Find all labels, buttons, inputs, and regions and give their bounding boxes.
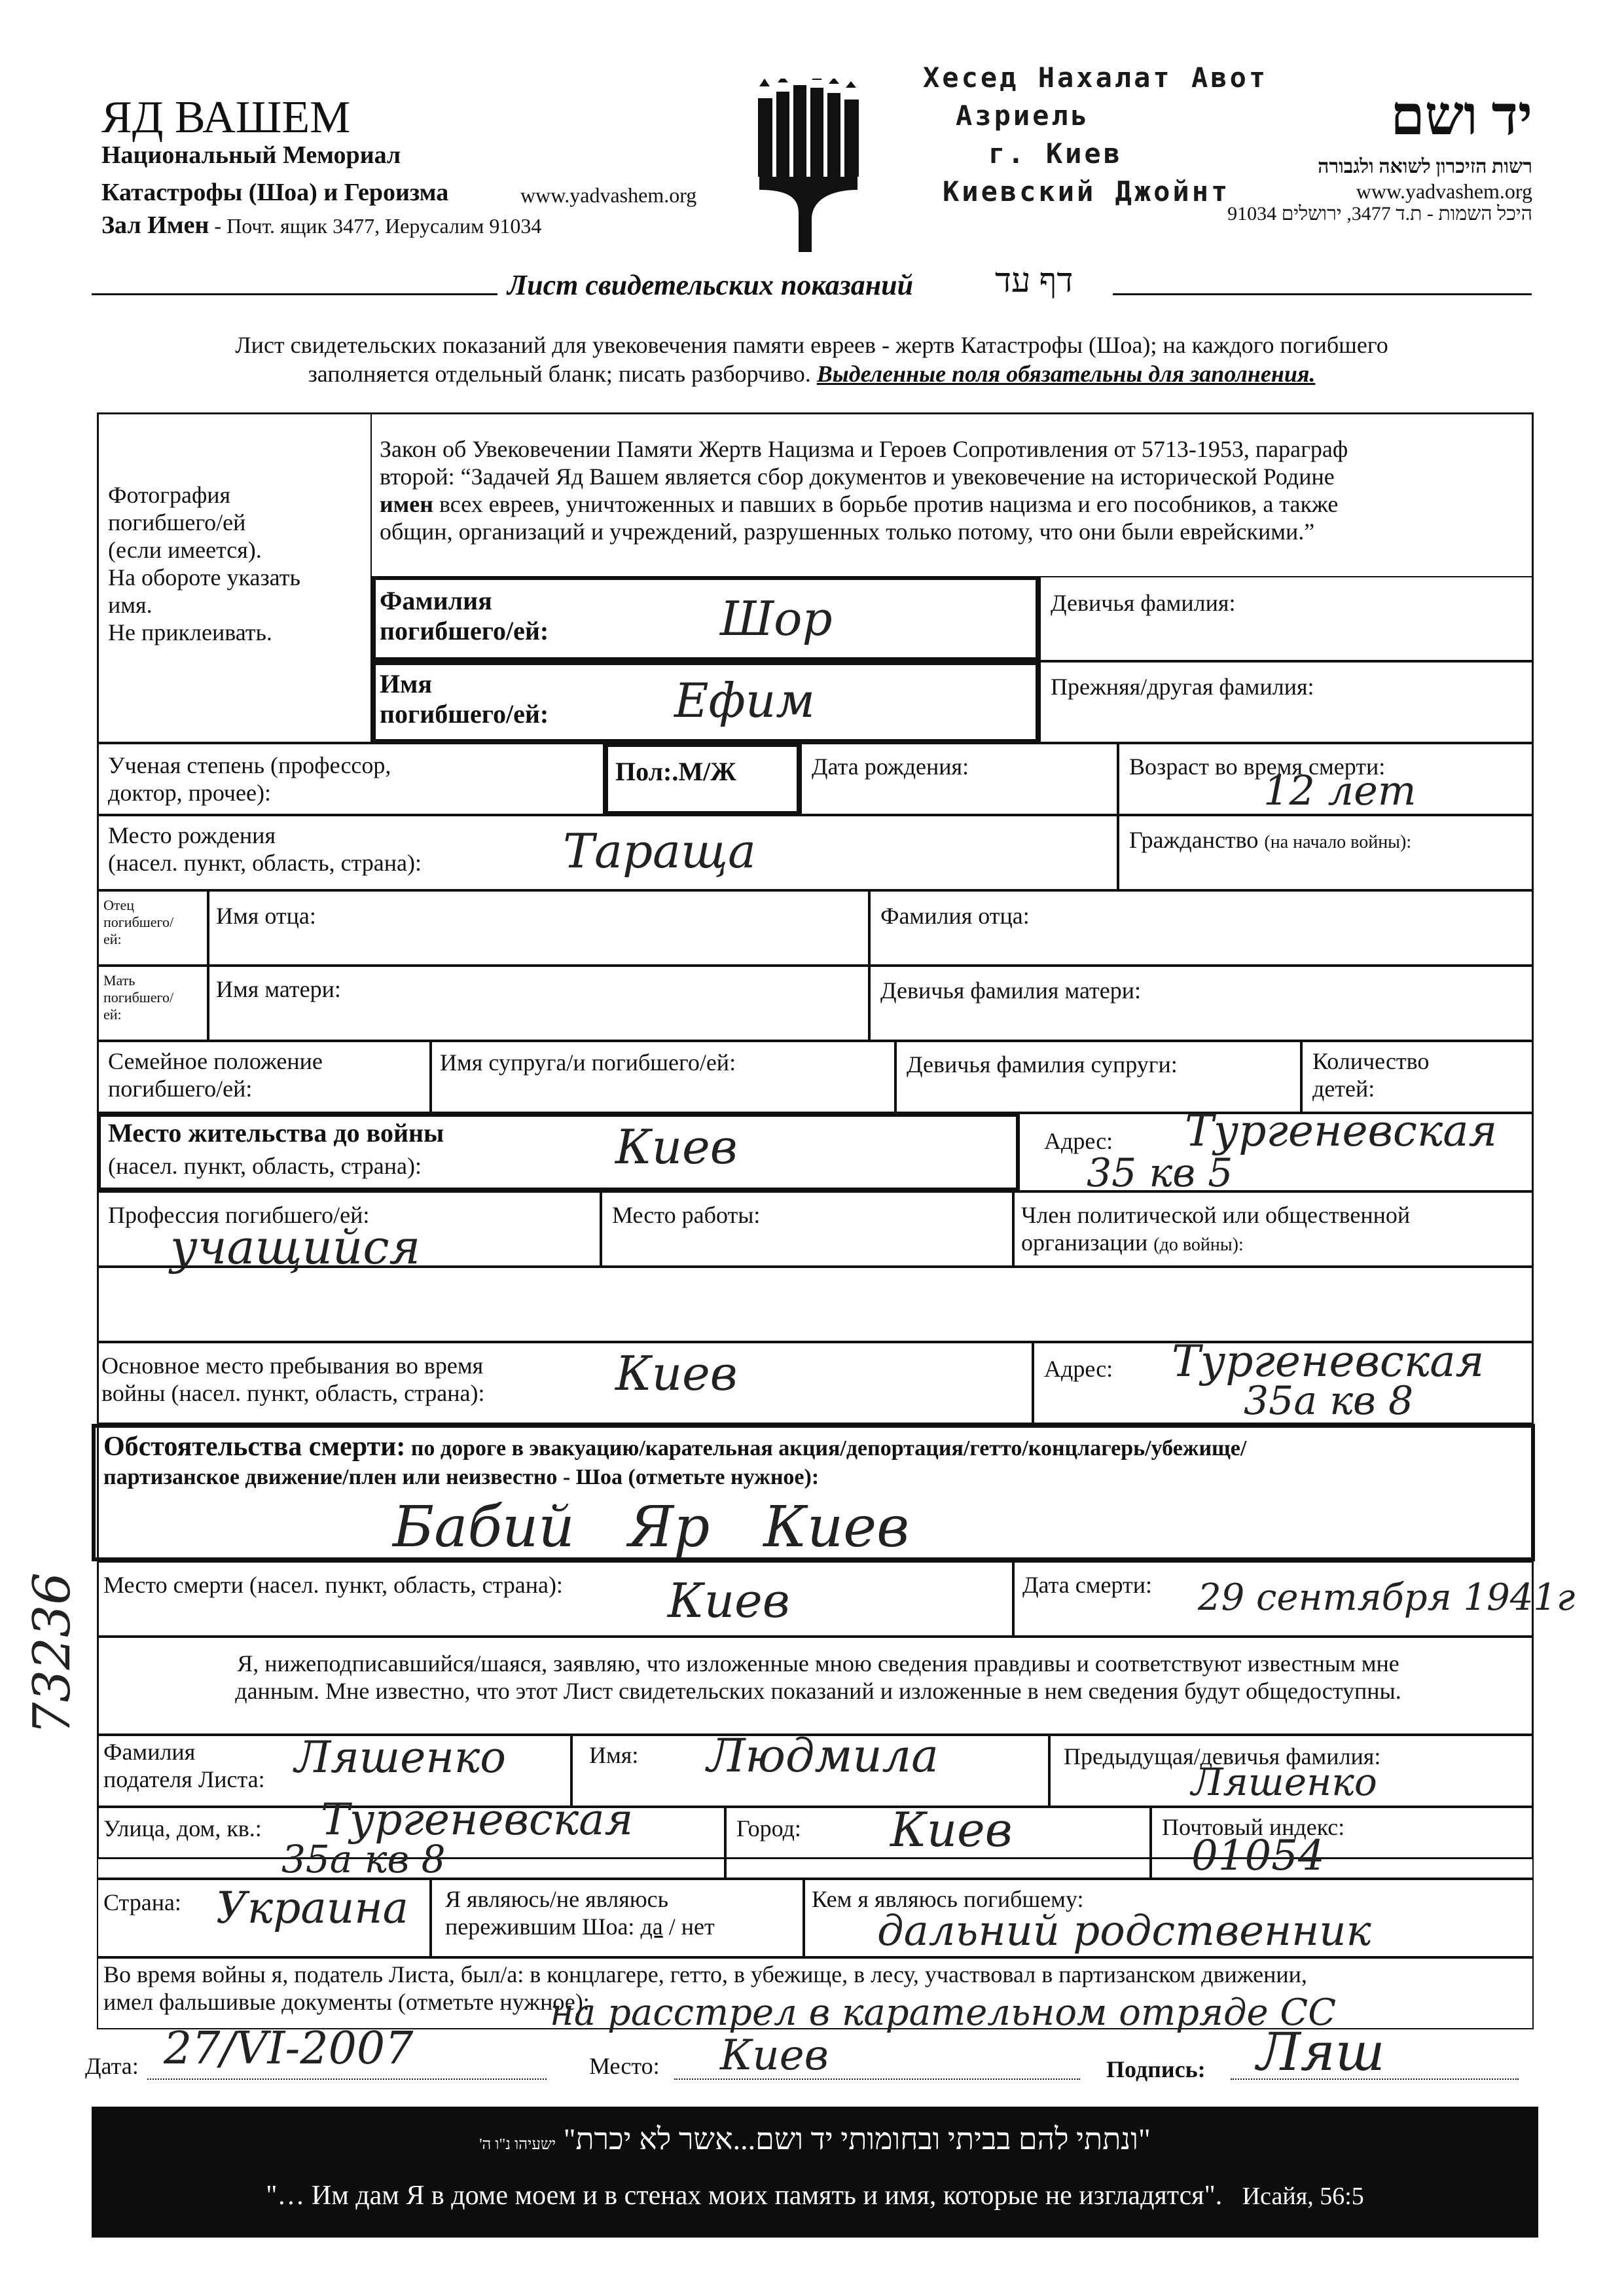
- membership-label-1: Член политической или общественной: [1021, 1202, 1411, 1228]
- law-line-3-text: всех евреев, уничтоженных и павших в борьбе против нацизма и его пособников, а также: [439, 491, 1339, 517]
- survivor-label: [445, 1885, 715, 1940]
- quote-he-ref: ישעיהו נ"ו ה': [479, 2136, 556, 2153]
- org-name-he: יד ושם: [1390, 86, 1532, 147]
- wartime-address-label: Адрес:: [1044, 1356, 1113, 1382]
- footer-date-line: [147, 2078, 547, 2080]
- hall-of-names: Зал Имен: [101, 211, 209, 239]
- profession-label: Профессия погибшего/ей:: [108, 1202, 370, 1228]
- form-title-he: דף עד: [995, 263, 1074, 300]
- declaration-text: [108, 1650, 1528, 1705]
- mother-side-3: ей:: [103, 1006, 122, 1023]
- marital-label-2: погибшего/ей:: [108, 1076, 253, 1102]
- submitter-wartime-value: на расстрел в карательном отряде СС: [550, 1991, 1337, 2034]
- victim-surname: Шор: [720, 591, 833, 646]
- membership-label: [1021, 1201, 1410, 1256]
- death-date-value: 29 сентября 1941г: [1198, 1576, 1576, 1619]
- wartime-label-1: Основное место пребывания во время: [101, 1352, 484, 1379]
- profession-value: учащийся: [170, 1220, 421, 1275]
- children-label: [1312, 1047, 1429, 1102]
- children-label-2: детей:: [1312, 1076, 1375, 1102]
- father-side-3: ей:: [103, 931, 122, 947]
- stamp: [916, 59, 1283, 211]
- residence-label: Место жительства до войны: [108, 1118, 444, 1148]
- survivor-label-2: [445, 1913, 715, 1940]
- victim-name-label-1: Имя: [380, 669, 432, 698]
- residence-address-2: 35 кв 5: [1087, 1150, 1233, 1196]
- law-line-3: [380, 490, 1525, 518]
- death-options-2: партизанское движение/плен или неизвестно - Шоа (отметьте нужное):: [103, 1465, 820, 1489]
- law-line-1: Закон об Увековечении Памяти Жертв Нацизма и Героев Сопротивления от 5713-1953, параграф: [380, 436, 1348, 462]
- citizenship-label: [1129, 826, 1411, 854]
- law-bold-word: имен: [380, 491, 433, 517]
- degree-label: [108, 752, 391, 807]
- victim-maiden-label: Девичья фамилия:: [1051, 590, 1236, 616]
- wartime-place-label: [101, 1352, 485, 1407]
- residence-sub: (насел. пункт, область, страна):: [108, 1153, 422, 1179]
- victim-name: Ефим: [674, 673, 815, 728]
- law-line-2: второй: “Задачей Яд Вашем является сбор документов и увековечение на исторической Родине: [380, 463, 1335, 490]
- victim-name-label-2: погибшего/ей:: [380, 699, 549, 729]
- photo-line-3: (если имеется).: [108, 537, 262, 563]
- city-value: Киев: [890, 1802, 1013, 1857]
- death-date-label: Дата смерти:: [1022, 1572, 1153, 1598]
- wartime-address-1: Тургеневская: [1172, 1336, 1485, 1387]
- submitter-surname-label-1: Фамилия: [103, 1739, 196, 1765]
- father-side-2: погибшего/: [103, 914, 174, 930]
- header: [0, 0, 1624, 275]
- mother-side-2: погибшего/: [103, 989, 174, 1006]
- father-surname-label: Фамилия отца:: [880, 903, 1030, 929]
- hall-line: [101, 211, 541, 240]
- quote-he: "ונתתי להם בביתי ובחומותי יד ושם...אשר לא יכרת": [563, 2122, 1151, 2156]
- form-title: Лист свидетельских показаний: [507, 269, 914, 301]
- marital-label: [108, 1047, 323, 1102]
- photo-line-5: имя.: [108, 592, 153, 618]
- submitter-name-label: Имя:: [589, 1742, 639, 1768]
- death-options-1: по дороге в эвакуацию/карательная акция/депортация/гетто/концлагерь/убежище/: [405, 1436, 1247, 1460]
- victim-surname-label-2: погибшего/ей:: [380, 616, 549, 645]
- street-value-1: Тургеневская: [321, 1794, 634, 1845]
- law-line-4: общин, организаций и учреждений, разрушенных только потому, что они были еврейскими.”: [380, 518, 1315, 545]
- victim-surname-label: [380, 586, 549, 646]
- intro-plain: заполняется отдельный бланк; писать разборчиво.: [308, 361, 811, 387]
- survivor-label-2-text: пережившим Шоа:: [445, 1914, 635, 1940]
- death-circumstances-value: Бабий Яр Киев: [393, 1495, 910, 1560]
- submitter-name: Людмила: [707, 1729, 939, 1783]
- degree-label-1: Ученая степень (профессор,: [108, 752, 391, 778]
- submitter-surname-label: [103, 1738, 265, 1793]
- intro-line-2: [92, 359, 1532, 388]
- blank-row: [97, 1267, 1534, 1342]
- title-rule-left: [92, 293, 497, 295]
- marital-label-1: Семейное положение: [108, 1048, 323, 1074]
- age-label: Возраст во время смерти:: [1129, 753, 1386, 780]
- citizenship-note: (на начало войны):: [1264, 832, 1412, 852]
- survivor-label-1: Я являюсь/не являюсь: [445, 1886, 669, 1912]
- mother-maiden-label: Девичья фамилия матери:: [880, 977, 1142, 1004]
- quote-ru: "… Им дам Я в доме моем и в стенах моих память и имя, которые не изгладятся".: [266, 2181, 1223, 2211]
- intro-line-1: Лист свидетельских показаний для увековечения памяти евреев - жертв Катастрофы (Шоа); на каждого погибшего: [235, 332, 1388, 358]
- victim-name-label: [380, 669, 549, 729]
- submitter-surname: Ляшенко: [295, 1732, 506, 1783]
- dob-label: Дата рождения:: [812, 753, 969, 780]
- photo-line-4: На обороте указать: [108, 564, 300, 590]
- wartime-place-value: Киев: [615, 1346, 738, 1401]
- quote-ru-line: [92, 2179, 1538, 2213]
- footer-sign-label: Подпись:: [1106, 2056, 1206, 2082]
- membership-label-2: [1021, 1229, 1410, 1256]
- submitter-prev-label: Предыдущая/девичья фамилия:: [1064, 1743, 1381, 1769]
- org-line2: Национальный Мемориал: [101, 141, 401, 169]
- submitter-wartime-line-1: Во время войны я, податель Листа, был/а: в концлагере, гетто, в убежище, в лесу, участвовал в партизанском движении,: [103, 1961, 1307, 1987]
- org-name-ru: ЯД ВАШЕМ: [101, 92, 351, 143]
- spouse-name-label: Имя супруга/и погибшего/ей:: [440, 1049, 736, 1076]
- quote-banner: [92, 2107, 1538, 2238]
- zip-value: 01054: [1191, 1832, 1325, 1880]
- stamp-line-1: Хесед Нахалат Авот: [923, 62, 1269, 94]
- declaration-line-1: Я, нижеподписавшийся/шаяся, заявляю, что изложенные мною сведения правдивы и соответствуют известным мне: [237, 1650, 1399, 1677]
- footer-signature: Ляш: [1257, 2022, 1385, 2082]
- yad-vashem-logo: [753, 79, 864, 255]
- wartime-address-2: 35а кв 8: [1244, 1378, 1414, 1424]
- photo-line-2: погибшего/ей: [108, 509, 246, 535]
- street-label: Улица, дом, кв.:: [103, 1815, 262, 1842]
- city-label: Город:: [736, 1815, 801, 1842]
- footer-place: Киев: [720, 2031, 829, 2080]
- survivor-yes[interactable]: да: [640, 1914, 663, 1940]
- title-rule-right: [1113, 293, 1532, 295]
- website-he: www.yadvashem.org: [1356, 179, 1532, 203]
- survivor-sep: /: [662, 1914, 681, 1940]
- father-side-1: Отец: [103, 897, 135, 913]
- citizenship-label-text: Гражданство: [1129, 827, 1259, 853]
- membership-label-2-text: организации: [1021, 1229, 1148, 1256]
- sex-label: Пол:.М/Ж: [615, 757, 736, 786]
- birthplace-value: Тараща: [563, 824, 756, 879]
- victim-surname-label-1: Фамилия: [380, 586, 492, 615]
- quote-ru-ref: Исайя, 56:5: [1242, 2183, 1364, 2210]
- stamp-line-4: Киевский Джойнт: [943, 175, 1231, 208]
- children-label-1: Количество: [1312, 1048, 1430, 1074]
- photo-line-1: Фотография: [108, 482, 231, 508]
- victim-other-surname-label: Прежняя/другая фамилия:: [1051, 674, 1314, 700]
- membership-note: (до войны):: [1153, 1235, 1244, 1255]
- birthplace-label-1: Место рождения: [108, 822, 276, 848]
- margin-number: 73236: [23, 1572, 82, 1735]
- footer-sign-line: [1231, 2078, 1519, 2080]
- mother-side-1: Мать: [103, 972, 135, 989]
- submitter-surname-label-2: подателя Листа:: [103, 1766, 265, 1792]
- mother-name-label: Имя матери:: [216, 976, 341, 1002]
- footer-date: 27/VI-2007: [164, 2023, 414, 2075]
- birthplace-label: [108, 822, 422, 877]
- death-place-value: Киев: [668, 1573, 790, 1628]
- residence-address-label: Адрес:: [1044, 1128, 1113, 1154]
- survivor-no[interactable]: нет: [681, 1914, 715, 1940]
- street-value-2: 35а кв 8: [281, 1837, 446, 1881]
- death-circumstances-label: [103, 1432, 1246, 1463]
- father-name-label: Имя отца:: [216, 903, 316, 929]
- age-value: 12 лет: [1263, 767, 1416, 814]
- postal-address-he: היכל השמות - ת.ד 3477, ירושלים 91034: [1227, 203, 1532, 225]
- degree-label-2: доктор, прочее):: [108, 780, 271, 806]
- footer-place-label: Место:: [589, 2053, 660, 2079]
- residence-value: Киев: [615, 1119, 738, 1174]
- residence-address-1: Тургеневская: [1185, 1106, 1498, 1156]
- postal-address-ru: - Почт. ящик 3477, Иерусалим 91034: [209, 214, 542, 238]
- intro-required: Выделенные поля обязательны для заполнения.: [816, 361, 1316, 387]
- footer-place-line: [674, 2078, 1080, 2080]
- photo-line-6: Не приклеивать.: [108, 619, 272, 645]
- country-value: Украина: [216, 1883, 409, 1933]
- death-place-label: Место смерти (насел. пункт, область, страна):: [103, 1572, 563, 1598]
- declaration-line-2: данным. Мне известно, что этот Лист свидетельских показаний и изложенные в нем сведения будут общедоступны.: [235, 1678, 1401, 1704]
- workplace-label: Место работы:: [612, 1202, 761, 1228]
- org-line2-he: רשות הזיכרון לשואה ולגבורה: [1318, 156, 1532, 177]
- mother-side-label: [103, 972, 173, 1023]
- submitter-wartime-line-2: имел фальшивые документы (отметьте нужное):: [103, 1989, 590, 2015]
- org-line3: Катастрофы (Шоа) и Героизма: [101, 179, 449, 206]
- father-side-label: [103, 897, 173, 948]
- quote-he-line: [92, 2121, 1538, 2163]
- stamp-line-2: Азриель: [956, 100, 1091, 132]
- footer-date-label: Дата:: [85, 2053, 139, 2079]
- submitter-prev: Ляшенко: [1191, 1760, 1377, 1804]
- death-label: Обстоятельства смерти:: [103, 1432, 406, 1462]
- country-label: Страна:: [103, 1889, 181, 1915]
- relation-label: Кем я являюсь погибшему:: [812, 1886, 1084, 1912]
- photo-instructions: [108, 481, 370, 646]
- stamp-line-3: г. Киев: [988, 137, 1123, 170]
- zip-label: Почтовый индекс:: [1162, 1814, 1345, 1840]
- intro: [92, 331, 1532, 388]
- wartime-label-2: войны (насел. пункт, область, страна):: [101, 1380, 485, 1406]
- birthplace-label-2: (насел. пункт, область, страна):: [108, 850, 422, 876]
- spouse-maiden-label: Девичья фамилия супруги:: [907, 1051, 1178, 1078]
- relation-value: дальний родственник: [877, 1907, 1371, 1955]
- law-text: [380, 435, 1525, 545]
- website-ru: www.yadvashem.org: [520, 183, 697, 207]
